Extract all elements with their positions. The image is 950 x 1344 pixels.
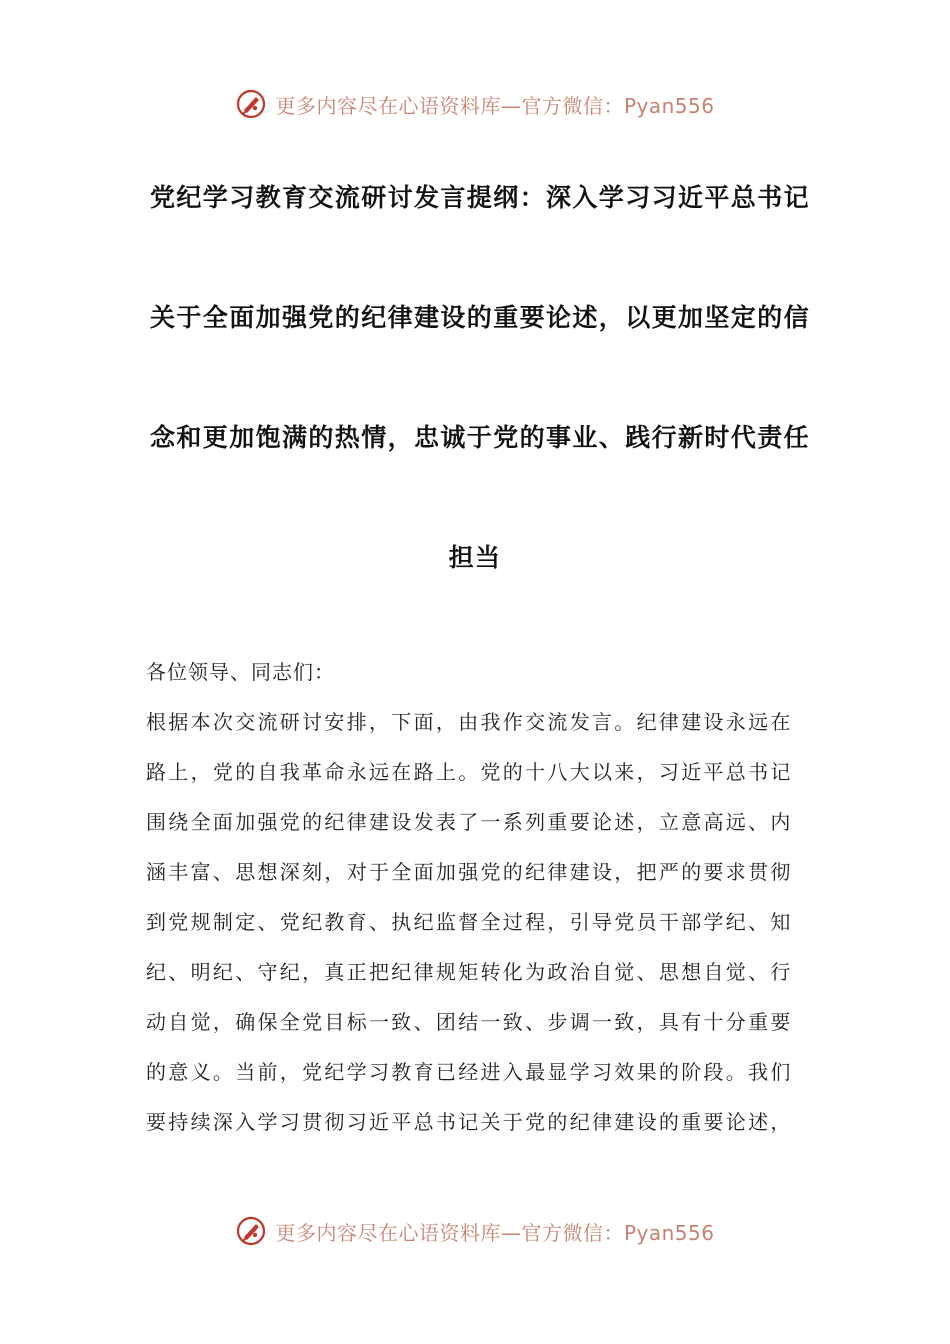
brand-logo-icon — [235, 88, 267, 120]
paragraph-line: 的意义。当前，党纪学习教育已经进入最显学习效果的阶段。我们 — [146, 1060, 793, 1084]
title-line: 念和更加饱满的热情，忠诚于党的事业、践行新时代责任 — [150, 423, 811, 452]
watermark-text: 更多内容尽在心语资料库—官方微信：Pyan556 — [275, 1220, 715, 1245]
document-title — [150, 176, 811, 656]
footer-watermark — [0, 1211, 950, 1251]
paragraph-line: 涵丰富、思想深刻，对于全面加强党的纪律建设，把严的要求贯彻 — [146, 860, 793, 884]
title-line: 党纪学习教育交流研讨发言提纲：深入学习习近平总书记 — [150, 183, 811, 212]
brand-logo-icon — [235, 1215, 267, 1247]
watermark-group — [235, 88, 714, 120]
paragraph-line: 围绕全面加强党的纪律建设发表了一系列重要论述，立意高远、内 — [146, 810, 793, 834]
salutation: 各位领导、同志们： — [146, 660, 335, 684]
document-body — [146, 652, 806, 1152]
paragraph-line: 到党规制定、党纪教育、执纪监督全过程，引导党员干部学纪、知 — [146, 910, 793, 934]
watermark-group — [235, 1215, 714, 1247]
title-line: 关于全面加强党的纪律建设的重要论述，以更加坚定的信 — [150, 303, 811, 332]
header-watermark — [0, 84, 950, 124]
paragraph-line: 动自觉，确保全党目标一致、团结一致、步调一致，具有十分重要 — [146, 1010, 793, 1034]
title-line: 担当 — [448, 543, 502, 572]
paragraph-line: 路上，党的自我革命永远在路上。党的十八大以来，习近平总书记 — [146, 760, 793, 784]
paragraph-line: 根据本次交流研讨安排，下面，由我作交流发言。纪律建设永远在 — [146, 710, 793, 734]
watermark-text: 更多内容尽在心语资料库—官方微信：Pyan556 — [275, 93, 715, 118]
paragraph-line: 要持续深入学习贯彻习近平总书记关于党的纪律建设的重要论述， — [146, 1110, 793, 1134]
paragraph-line: 纪、明纪、守纪，真正把纪律规矩转化为政治自觉、思想自觉、行 — [146, 960, 793, 984]
